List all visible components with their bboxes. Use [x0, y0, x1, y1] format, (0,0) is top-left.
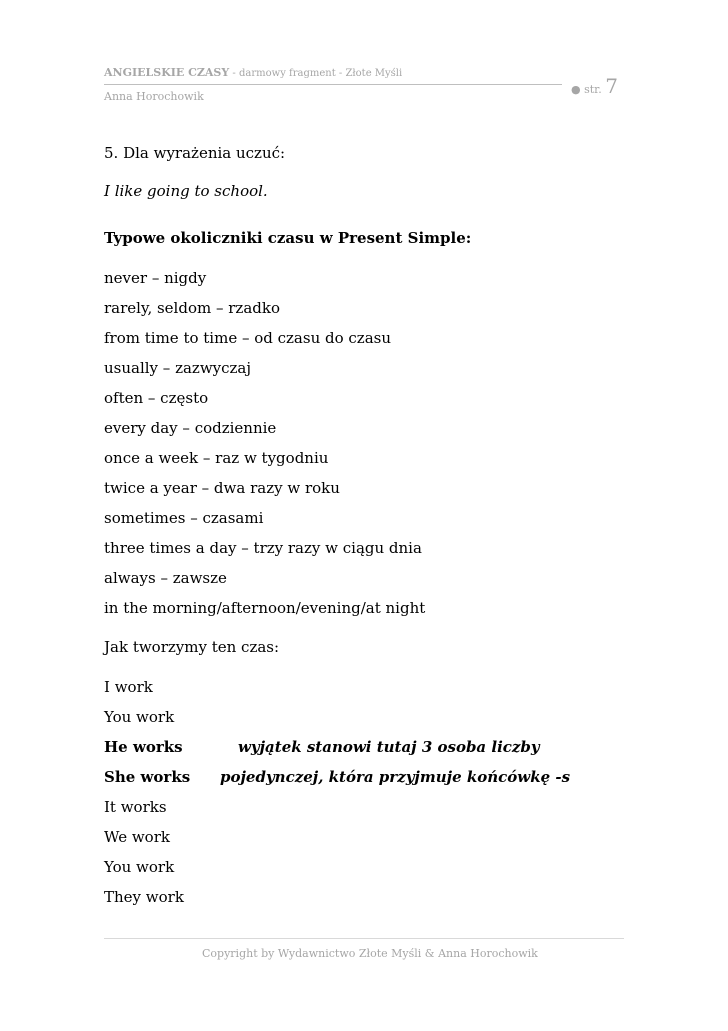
- adverbial-item: three times a day – trzy razy w ciągu dnia: [104, 539, 422, 557]
- conjugation-row-she: She works: [104, 768, 191, 786]
- conjugation-row: I work: [104, 678, 153, 696]
- adverbial-item: sometimes – czasami: [104, 509, 264, 527]
- section-heading: Typowe okoliczniki czasu w Present Simple:: [104, 229, 472, 247]
- footer-rule: [104, 938, 624, 939]
- conjugation-row: We work: [104, 828, 170, 846]
- conjugation-row: They work: [104, 888, 184, 906]
- adverbial-item: twice a year – dwa razy w roku: [104, 479, 340, 497]
- adverbial-item: from time to time – od czasu do czasu: [104, 329, 392, 347]
- exception-note-line-1: wyjątek stanowi tutaj 3 osoba liczby: [238, 738, 540, 756]
- adverbial-item: often – często: [104, 389, 209, 407]
- page-indicator: [571, 74, 618, 98]
- page-number: 7: [605, 74, 618, 98]
- adverbial-item: in the morning/afternoon/evening/at night: [104, 599, 426, 617]
- adverbial-item: never – nigdy: [104, 269, 207, 287]
- point-5: 5. Dla wyrażenia uczuć:: [104, 144, 286, 162]
- adverbial-item: every day – codziennie: [104, 419, 277, 437]
- adverbial-item: once a week – raz w tygodniu: [104, 449, 329, 467]
- conjugation-row-he: He works: [104, 738, 183, 756]
- formation-intro: Jak tworzymy ten czas:: [104, 638, 280, 656]
- conjugation-row: It works: [104, 798, 167, 816]
- page-prefix: ● str.: [571, 83, 606, 96]
- exception-note-line-2: pojedynczej, która przyjmuje końcówkę -s: [220, 768, 571, 786]
- header-rule: [104, 84, 562, 85]
- adverbial-item: usually – zazwyczaj: [104, 359, 252, 377]
- example-sentence: I like going to school.: [104, 182, 268, 200]
- conjugation-row: You work: [104, 858, 175, 876]
- footer-copyright: Copyright by Wydawnictwo Złote Myśli & Anna Horochowik: [202, 947, 538, 960]
- adverbial-item: rarely, seldom – rzadko: [104, 299, 280, 317]
- adverbial-item: always – zawsze: [104, 569, 227, 587]
- header-author: Anna Horochowik: [104, 90, 204, 103]
- header-separator: -: [229, 68, 239, 79]
- header-brand: ANGIELSKIE CZASY: [104, 66, 230, 79]
- conjugation-row: You work: [104, 708, 175, 726]
- header-subtitle: darmowy fragment - Złote Myśli: [238, 68, 403, 79]
- running-header: [104, 66, 402, 79]
